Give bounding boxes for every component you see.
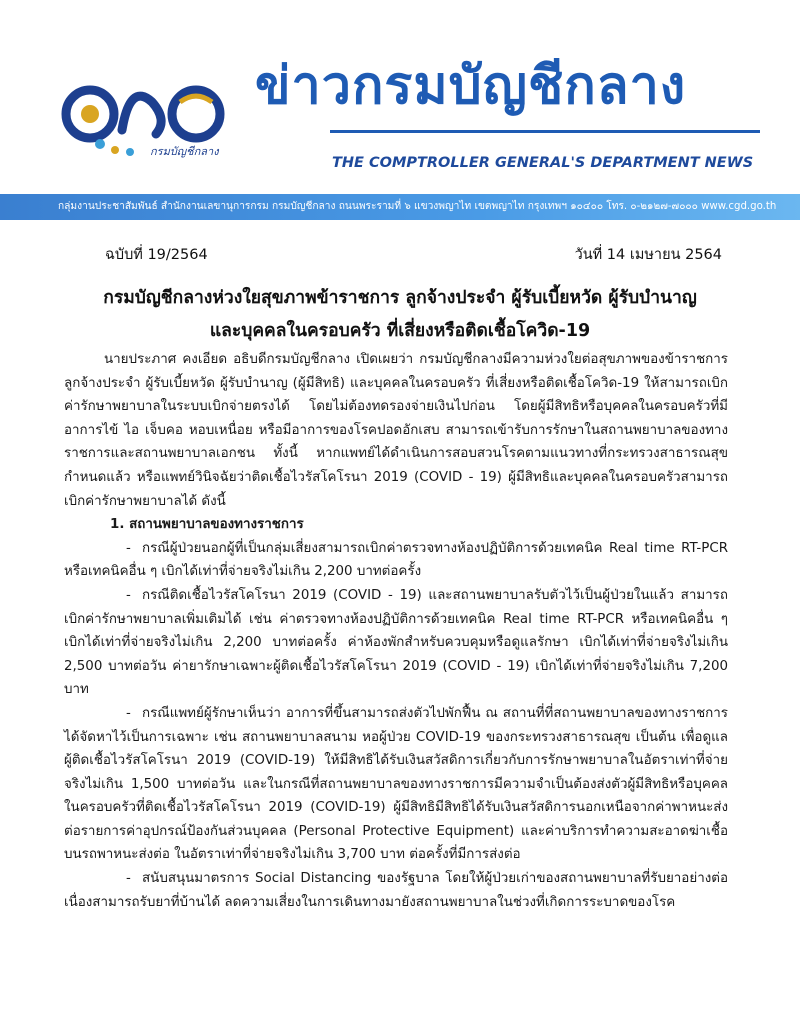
masthead-rule	[330, 130, 760, 133]
list-item	[64, 867, 728, 914]
masthead-title: ข่าวกรมบัญชีกลาง	[255, 56, 687, 116]
intro-paragraph: นายประภาศ คงเอียด อธิบดีกรมบัญชีกลาง เปิดเผยว่า กรมบัญชีกลางมีความห่วงใยต่อสุขภาพของข้าราชการ ลูกจ้างประจำ ผู้รับเบี้ยหวัด ผู้รับบำนาญ (ผู้มีสิทธิ) และบุคคลในครอบครัว ที่เสี่ยงหรือติดเชื้อโควิด-19 ให้สามารถเบิกค่ารักษาพยาบาลในระบบเบิกจ่ายตรงได้ โดยไม่ต้องทดรองจ่ายเงินไปก่อน โดยผู้มีสิทธิหรือบุคคลในครอบครัวที่มีอาการไข้ ไอ เจ็บคอ หอบเหนื่อย หรือมีอาการของโรคปอดอักเสบ สามารถเข้ารับการรักษาในสถานพยาบาลของทางราชการและสถานพยาบาลเอกชน ทั้งนี้ หากแพทย์ได้ดำเนินการสอบสวนโรคตามแนวทางที่กระทรวงสาธารณสุขกำหนดแล้ว หรือแพทย์วินิจฉัยว่าติดเชื้อไวรัสโคโรนา 2019 (COVID - 19) ผู้มีสิทธิและบุคคลในครอบครัวสามารถเบิกค่ารักษาพยาบาลได้ ดังนี้	[64, 352, 728, 509]
dash-marker: -	[126, 871, 131, 887]
list-item	[64, 537, 728, 584]
list-item	[64, 702, 728, 867]
list-item-text: กรณีติดเชื้อไวรัสโคโรนา 2019 (COVID - 19) และสถานพยาบาลรับตัวไว้เป็นผู้ป่วยในแล้ว สามารถเบิกค่ารักษาพยาบาลเพิ่มเติมได้ เช่น ค่าตรวจทางห้องปฏิบัติการด้วยเทคนิค Real time RT-PCR หรือเทคนิคอื่น ๆ เบิกได้เท่าที่จ่ายจริงไม่เกิน 2,200 บาทต่อครั้ง ค่าห้องพักสำหรับควบคุมหรือดูแลรักษา เบิกได้เท่าที่จ่ายจริงไม่เกิน 2,500 บาทต่อวัน ค่ายารักษาเฉพาะผู้ติดเชื้อไวรัสโคโรนา 2019 (COVID - 19) เบิกได้เท่าที่จ่ายจริงไม่เกิน 7,200 บาท	[64, 587, 728, 698]
dash-marker: -	[126, 587, 131, 603]
masthead-english-title: THE COMPTROLLER GENERAL'S DEPARTMENT NEWS	[332, 155, 754, 171]
section-title: 1. สถานพยาบาลของทางราชการ	[110, 517, 304, 533]
logo-caption: กรมบัญชีกลาง	[150, 145, 219, 158]
dash-marker: -	[126, 705, 131, 721]
list-item	[64, 584, 728, 702]
headline-line-2: และบุคคลในครอบครัว ที่เสี่ยงหรือติดเชื้อโควิด-19	[209, 321, 591, 341]
headline-line-1: กรมบัญชีกลางห่วงใยสุขภาพข้าราชการ ลูกจ้างประจำ ผู้รับเบี้ยหวัด ผู้รับบำนาญ	[103, 288, 697, 308]
dash-marker: -	[126, 540, 131, 556]
contact-bar: กลุ่มงานประชาสัมพันธ์ สำนักงานเลขานุการกรม กรมบัญชีกลาง ถนนพระรามที่ ๖ แขวงพญาไท เขตพญาไท กรุงเทพฯ ๑๐๔๐๐ โทร. ๐-๒๑๒๗-๗๐๐๐ www.cgd.go.th	[0, 194, 800, 220]
issue-date: วันที่ 14 เมษายน 2564	[574, 247, 722, 263]
list-item-text: สนับสนุนมาตรการ Social Distancing ของรัฐบาล โดยให้ผู้ป่วยเก่าของสถานพยาบาลที่รับยาอย่างต่อเนื่องสามารถรับยาที่บ้านได้ ลดความเสี่ยงในการเดินทางมายังสถานพยาบาลในช่วงที่เกิดการระบาดของโรค	[64, 871, 728, 910]
issue-number: ฉบับที่ 19/2564	[105, 247, 208, 263]
article-body	[64, 348, 728, 914]
list-item-text: กรณีผู้ป่วยนอกผู้ที่เป็นกลุ่มเสี่ยงสามารถเบิกค่าตรวจทางห้องปฏิบัติการด้วยเทคนิค Real time RT-PCR หรือเทคนิคอื่น ๆ เบิกได้เท่าที่จ่ายจริงไม่เกิน 2,200 บาทต่อครั้ง	[64, 540, 728, 580]
newsletter-header	[0, 0, 800, 190]
list-item-text: กรณีแพทย์ผู้รักษาเห็นว่า อาการที่ขึ้นสามารถส่งตัวไปพักฟื้น ณ สถานที่ที่สถานพยาบาลของทางราชการได้จัดหาไว้เป็นการเฉพาะ เช่น สถานพยาบาลสนาม หอผู้ป่วย COVID-19 ของกระทรวงสาธารณสุข เป็นต้น เพื่อดูแลผู้ติดเชื้อไวรัสโคโรนา 2019 (COVID-19) ให้มีสิทธิได้รับเงินสวัสดิการเกี่ยวกับการรักษาพยาบาลในอัตราเท่าที่จ่ายจริงไม่เกิน 1,500 บาทต่อวัน และในกรณีที่สถานพยาบาลของทางราชการมีความจำเป็นต้องส่งตัวผู้มีสิทธิหรือบุคคลในครอบครัวที่ติดเชื้อไวรัสโคโรนา 2019 (COVID-19) ผู้มีสิทธิมีสิทธิได้รับเงินสวัสดิการนอกเหนือจากค่าพาหนะส่งต่อรายการค่าอุปกรณ์ป้องกันส่วนบุคคล (Personal Protective Equipment) และค่าบริการทำความสะอาดฆ่าเชื้อบนรถพาหนะส่งต่อ ในอัตราเท่าที่จ่ายจริงไม่เกิน 3,700 บาท ต่อครั้งที่มีการส่งต่อ	[64, 705, 728, 863]
